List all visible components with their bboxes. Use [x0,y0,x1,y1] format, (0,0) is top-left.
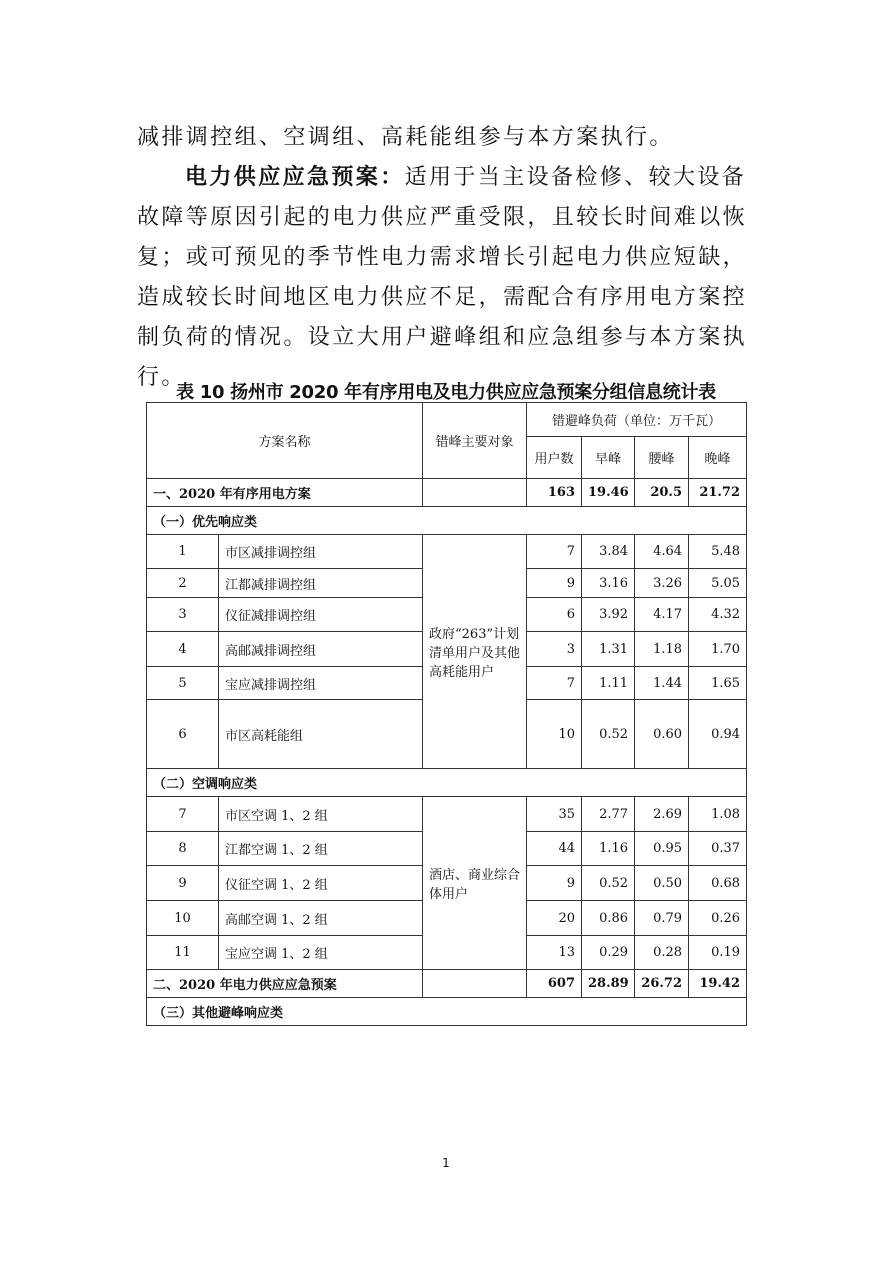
row-users: 6 [527,598,582,632]
row-number: 5 [147,667,219,700]
category-label: （二）空调响应类 [147,769,747,797]
row-noon: 1.18 [635,632,689,667]
row-number: 8 [147,832,219,866]
paragraph-2 [137,158,757,398]
row-evening: 5.05 [689,569,747,598]
grouping-table [146,402,747,1026]
section-row [147,479,747,507]
row-evening: 1.70 [689,632,747,667]
row-name: 宝应空调 1、2 组 [219,936,423,970]
row-noon: 0.79 [635,901,689,936]
row-noon: 0.28 [635,936,689,970]
section-target [423,970,527,998]
paragraph-2-heading: 电力供应应急预案： [185,165,405,190]
row-name: 高邮空调 1、2 组 [219,901,423,936]
section-users: 607 [527,970,582,998]
row-morning: 0.86 [582,901,635,936]
row-target: 酒店、商业综合体用户 [423,797,527,970]
row-morning: 0.29 [582,936,635,970]
row-noon: 1.44 [635,667,689,700]
row-number: 4 [147,632,219,667]
row-users: 7 [527,535,582,569]
row-users: 3 [527,632,582,667]
row-evening: 1.65 [689,667,747,700]
header-noon: 腰峰 [635,437,689,479]
header-row [147,403,747,437]
category-row [147,507,747,535]
row-users: 10 [527,700,582,769]
row-evening: 0.19 [689,936,747,970]
row-users: 13 [527,936,582,970]
row-evening: 0.68 [689,866,747,901]
row-number: 2 [147,569,219,598]
row-evening: 0.94 [689,700,747,769]
row-number: 9 [147,866,219,901]
row-morning: 1.16 [582,832,635,866]
row-name: 仪征减排调控组 [219,598,423,632]
row-evening: 0.37 [689,832,747,866]
row-evening: 1.08 [689,797,747,832]
row-number: 1 [147,535,219,569]
table-caption: 表 10 扬州市 2020 年有序用电及电力供应应急预案分组信息统计表 [176,382,716,403]
row-noon: 4.17 [635,598,689,632]
section-users: 163 [527,479,582,507]
row-users: 44 [527,832,582,866]
section-noon: 20.5 [635,479,689,507]
row-name: 宝应减排调控组 [219,667,423,700]
section-name: 二、2020 年电力供应应急预案 [147,970,423,998]
header-morning: 早峰 [582,437,635,479]
row-name: 江都空调 1、2 组 [219,832,423,866]
row-morning: 2.77 [582,797,635,832]
category-row [147,998,747,1026]
row-name: 江都减排调控组 [219,569,423,598]
header-load: 错避峰负荷（单位：万千瓦） [527,403,747,437]
header-evening: 晚峰 [689,437,747,479]
header-scheme: 方案名称 [147,403,423,479]
row-users: 9 [527,866,582,901]
row-name: 市区高耗能组 [219,700,423,769]
row-number: 3 [147,598,219,632]
row-number: 11 [147,936,219,970]
paragraph-2-body: 适用于当主设备检修、较大设备故障等原因引起的电力供应严重受限，且较长时间难以恢复；或可预见的季节性电力需求增长引起电力供应短缺，造成较长时间地区电力供应不足，需配合有序用电方案控制负荷的情况。设立大用户避峰组和应急组参与本方案执行。 [137,165,748,390]
section-morning: 19.46 [582,479,635,507]
row-morning: 1.11 [582,667,635,700]
row-target: 政府“263”计划清单用户及其他高耗能用户 [423,535,527,769]
section-evening: 19.42 [689,970,747,998]
row-name: 市区减排调控组 [219,535,423,569]
category-row [147,769,747,797]
row-evening: 4.32 [689,598,747,632]
row-morning: 3.92 [582,598,635,632]
row-number: 10 [147,901,219,936]
category-label: （三）其他避峰响应类 [147,998,747,1026]
section-row [147,970,747,998]
header-target: 错峰主要对象 [423,403,527,479]
category-label: （一）优先响应类 [147,507,747,535]
row-number: 6 [147,700,219,769]
row-name: 高邮减排调控组 [219,632,423,667]
row-users: 20 [527,901,582,936]
row-morning: 1.31 [582,632,635,667]
row-noon: 2.69 [635,797,689,832]
row-evening: 5.48 [689,535,747,569]
row-morning: 0.52 [582,700,635,769]
row-noon: 0.95 [635,832,689,866]
row-morning: 3.84 [582,535,635,569]
section-morning: 28.89 [582,970,635,998]
section-name: 一、2020 年有序用电方案 [147,479,423,507]
row-noon: 0.50 [635,866,689,901]
paragraph-1: 减排调控组、空调组、高耗能组参与本方案执行。 [137,125,674,150]
row-noon: 3.26 [635,569,689,598]
row-number: 7 [147,797,219,832]
row-name: 市区空调 1、2 组 [219,797,423,832]
row-morning: 3.16 [582,569,635,598]
table-row [147,797,747,832]
section-target [423,479,527,507]
row-name: 仪征空调 1、2 组 [219,866,423,901]
row-users: 7 [527,667,582,700]
row-users: 9 [527,569,582,598]
section-evening: 21.72 [689,479,747,507]
row-evening: 0.26 [689,901,747,936]
table-row [147,535,747,569]
section-noon: 26.72 [635,970,689,998]
row-noon: 0.60 [635,700,689,769]
row-noon: 4.64 [635,535,689,569]
header-users: 用户数 [527,437,582,479]
row-users: 35 [527,797,582,832]
row-morning: 0.52 [582,866,635,901]
page-number: 1 [442,1156,450,1170]
